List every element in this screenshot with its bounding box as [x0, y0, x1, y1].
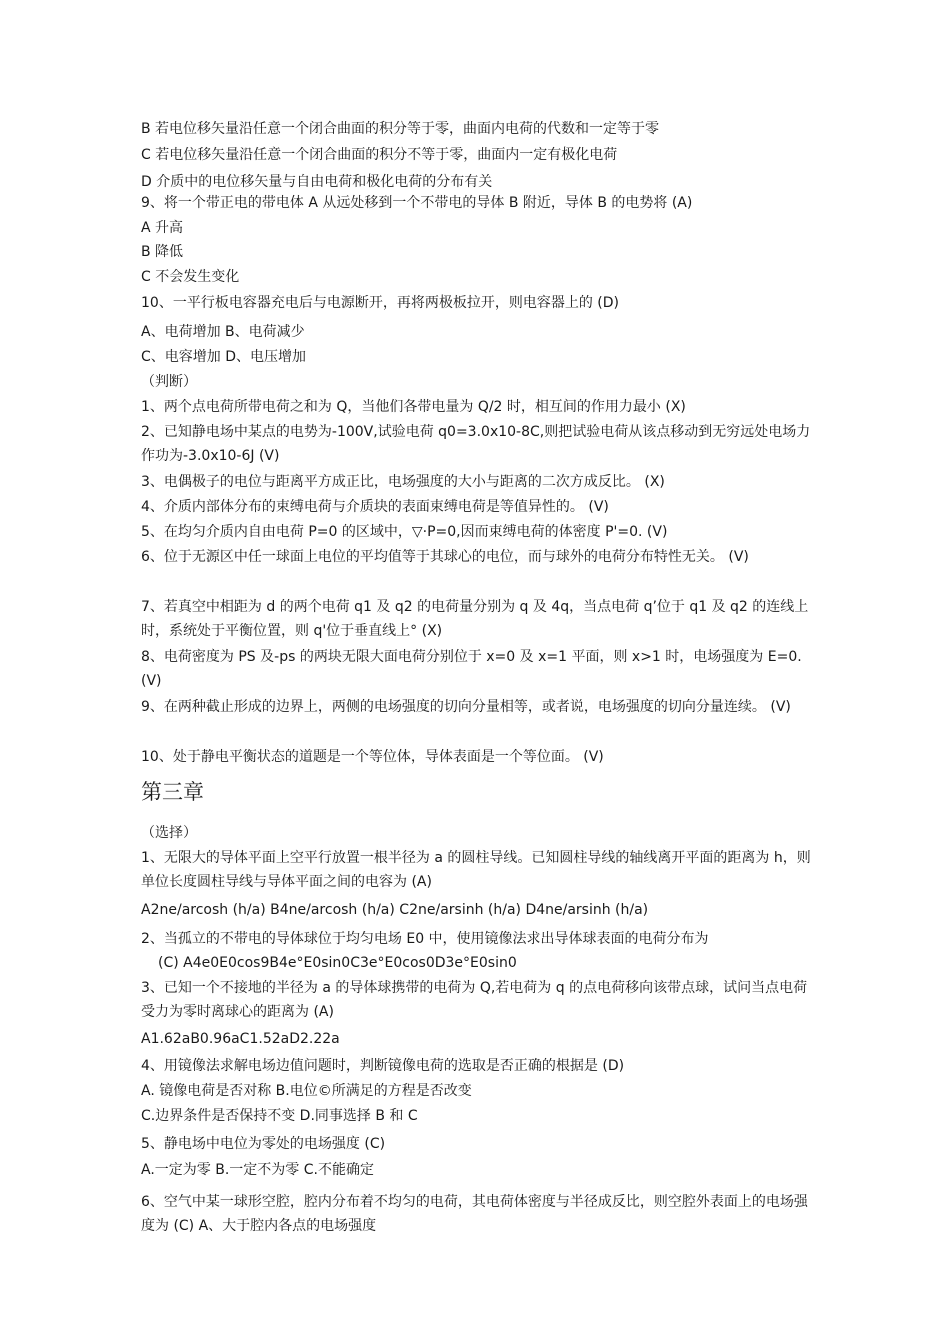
option-line: B 若电位移矢量沿任意一个闭合曲面的积分等于零，曲面内电荷的代数和一定等于零 — [141, 121, 660, 137]
option-line: A、电荷增加 B、电荷减少 — [141, 324, 305, 340]
question-line: 2、已知静电场中某点的电势为-100V,试验电荷 q0=3.0x10-8C,则把试验电荷从该点移动到无穷远处电场力作功为-3.0x10-6J (V) — [141, 424, 811, 464]
option-line: A 升高 — [141, 220, 184, 236]
question-line: 5、在均匀介质内自由电荷 P=0 的区域中，▽·P=0,因而束缚电荷的体密度 P'=0. (V) — [141, 524, 668, 540]
option-line: C 不会发生变化 — [141, 269, 240, 285]
question-line: 6、位于无源区中任一球面上电位的平均值等于其球心的电位，而与球外的电荷分布特性无关。 (V) — [141, 549, 749, 565]
option-line: D 介质中的电位移矢量与自由电荷和极化电荷的分布有关 — [141, 174, 493, 190]
question-line: 4、介质内部体分布的束缚电荷与介质块的表面束缚电荷是等值异性的。 (V) — [141, 499, 609, 515]
option-line: (C) A4e0E0cos9B4e°E0sin0C3e°E0cos0D3e°E0sin0 — [158, 955, 517, 971]
option-line: A2ne/arcosh (h/a) B4ne/arcosh (h/a) C2ne/arsinh (h/a) D4ne/arsinh (h/a) — [141, 902, 649, 918]
question-line: 6、空气中某一球形空腔，腔内分布着不均匀的电荷，其电荷体密度与半径成反比，则空腔外表面上的电场强度为 (C) A、大于腔内各点的电场强度 — [141, 1194, 808, 1234]
option-line: C 若电位移矢量沿任意一个闭合曲面的积分不等于零，曲面内一定有极化电荷 — [141, 147, 618, 163]
question-line: 3、已知一个不接地的半径为 a 的导体球携带的电荷为 Q,若电荷为 q 的点电荷移向该带点球，试问当点电荷受力为零时离球心的距离为 (A) — [141, 980, 808, 1020]
question-line: 7、若真空中相距为 d 的两个电荷 q1 及 q2 的电荷量分别为 q 及 4q，当点电荷 q’位于 q1 及 q2 的连线上时，系统处于平衡位置，则 q'位于垂直线上° (X) — [141, 599, 809, 639]
option-line: B 降低 — [141, 244, 184, 260]
question-line: 10、处于静电平衡状态的道题是一个等位体，导体表面是一个等位面。 (V) — [141, 749, 604, 765]
question-line: 9、在两种截止形成的边界上，两侧的电场强度的切向分量相等，或者说，电场强度的切向分量连续。 (V) — [141, 699, 791, 715]
option-line: A. 镜像电荷是否对称 B.电位©所满足的方程是否改变 — [141, 1083, 472, 1099]
section-label: （判断） — [141, 374, 197, 390]
option-line: A.一定为零 B.一定不为零 C.不能确定 — [141, 1162, 374, 1178]
question-line: 10、一平行板电容器充电后与电源断开，再将两极板拉开，则电容器上的 (D) — [141, 295, 619, 311]
option-line: C、电容增加 D、电压增加 — [141, 349, 307, 365]
chapter-heading: 第三章 — [141, 780, 204, 804]
question-line: 2、当孤立的不带电的导体球位于均匀电场 E0 中，使用镜像法求出导体球表面的电荷分布为 — [141, 931, 709, 947]
question-line: 1、两个点电荷所带电荷之和为 Q，当他们各带电量为 Q/2 时，相互间的作用力最小 (X) — [141, 399, 686, 415]
question-line: 5、静电场中电位为零处的电场强度 (C) — [141, 1136, 386, 1152]
option-line: C.边界条件是否保持不变 D.同事选择 B 和 C — [141, 1108, 418, 1124]
question-line: 1、无限大的导体平面上空平行放置一根半径为 a 的圆柱导线。已知圆柱导线的轴线离开平面的距离为 h，则单位长度圆柱导线与导体平面之间的电容为 (A) — [141, 850, 811, 890]
question-line: 9、将一个带正电的带电体 A 从远处移到一个不带电的导体 B 附近，导体 B 的电势将 (A) — [141, 195, 693, 211]
option-line: A1.62aB0.96aC1.52aD2.22a — [141, 1031, 340, 1047]
section-label: （选择） — [141, 825, 197, 841]
question-line: 3、电偶极子的电位与距离平方成正比，电场强度的大小与距离的二次方成反比。 (X) — [141, 474, 665, 490]
question-line: 4、用镜像法求解电场边值问题时，判断镜像电荷的选取是否正确的根据是 (D) — [141, 1058, 625, 1074]
question-line: 8、电荷密度为 PS 及-ps 的两块无限大面电荷分别位于 x=0 及 x=1 平面，则 x>1 时，电场强度为 E=0. (V) — [141, 649, 802, 689]
